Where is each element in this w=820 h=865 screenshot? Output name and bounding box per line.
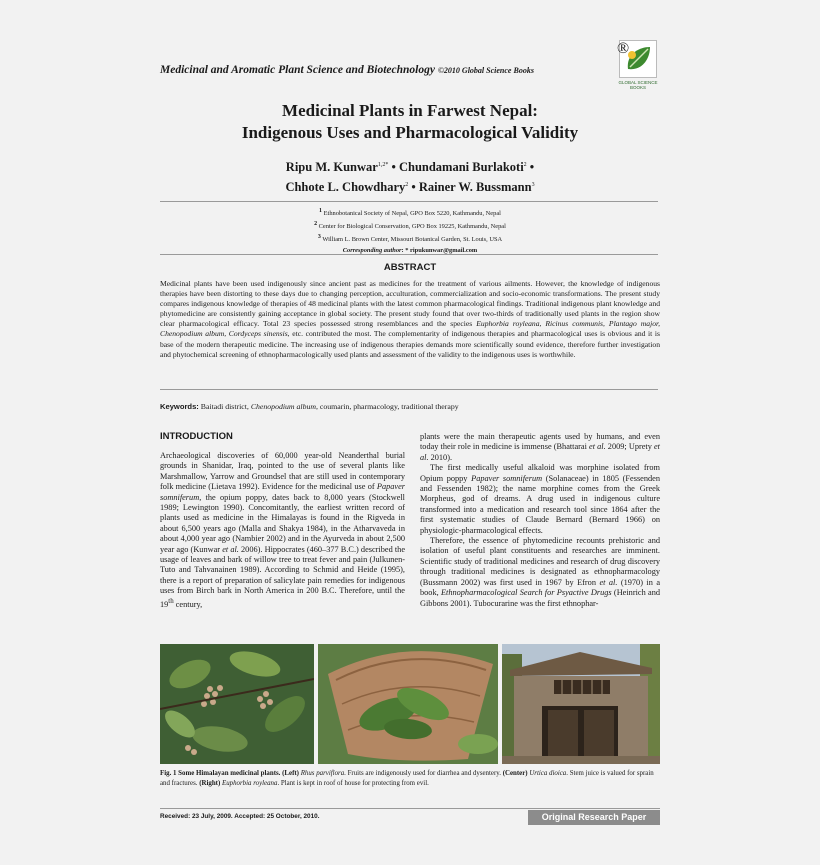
abstract-heading: ABSTRACT <box>383 262 437 273</box>
affiliation-text: William L. Brown Center, Missouri Botanical Garden, St. Louis, USA <box>322 236 503 244</box>
abstract-body <box>160 279 660 360</box>
paragraph <box>420 536 660 609</box>
affiliation-text: Ethnobotanical Society of Nepal, GPO Box 5220, Kathmandu, Nepal <box>323 210 501 218</box>
body-text: Papaver somniferum <box>160 482 405 502</box>
body-text: (Heinrich and Gibbons 2001). Tubocurarine was the first ethnophar- <box>420 588 660 608</box>
body-text: 2006). Hippocrates (460–377 B.C.) described the usage of leaves and bark of willow tree to treat fever and pain (Julkunen-Tuto and Tahvanainen 1989). According to Schmid and Heide (1995), there is a report of preparation of salicylate pain remedies for indigenous uses from Birch bark in North America in 200 B.C. Therefore, until the 19 <box>160 544 406 609</box>
body-text: The first medically useful alkaloid was morphine isolated from Opium poppy <box>420 463 660 483</box>
paragraph <box>420 432 660 463</box>
divider <box>160 389 658 390</box>
keyword-text: Baitadi district, <box>198 402 251 411</box>
body-text: Ethnopharmacological Search for Psyactive Drugs <box>440 588 612 598</box>
keywords <box>160 402 660 411</box>
author-list <box>160 156 660 196</box>
figure-caption <box>160 769 660 789</box>
registered-mark: ® <box>617 40 630 57</box>
journal-name: Medicinal and Aromatic Plant Science and Biotechnology <box>160 64 435 76</box>
body-text: , the opium poppy, dates back to 8,000 years (Stockwell 1989; Lewington 1990). Concomitantly, the earliest written record of plants used as medicine in the Himalayas is found in the Rigveda in about 6,500 years ago (Malla and Shakya 1984), in the Atharvaveda in about 4,000 year ago (Nambier 2002) and in the Ayurveda in about 2,500 year ago (Kunwar <box>160 492 405 554</box>
divider <box>160 201 658 202</box>
body-text: et al. <box>420 442 660 462</box>
author-name: Ripu M. Kunwar <box>285 160 378 175</box>
affiliation-number: 2 <box>314 221 318 228</box>
received-dates: Received: 23 July, 2009. Accepted: 25 October, 2010. <box>160 813 320 820</box>
caption-text: . Plant is kept in roof of house for protecting from evil. <box>277 780 429 787</box>
caption-text: . Fruits are indigenously used for diarrhea and dysentery. <box>344 770 503 777</box>
body-text: et al. <box>589 442 606 452</box>
plant-photo-left <box>160 644 314 764</box>
paragraph <box>420 463 660 536</box>
author-name: Chhote L. Chowdhary <box>285 180 406 195</box>
caption-text: (Right) <box>199 780 222 787</box>
author-superscript: 2 <box>405 182 409 189</box>
corresponding-label: Corresponding author <box>342 247 402 255</box>
body-text: plants were the main therapeutic agents used by humans, and even today their role in medicine is immense (Bhattarai <box>420 432 660 452</box>
author-superscript: 1,2* <box>377 162 389 168</box>
abstract-text: Medicinal plants have been used indigenously since ancient past as medicines for the treatment of various ailments. However, the knowledge of indigenous therapies have been distorting to these days due to changing perception, acculturation, commercialization and socio-economic transformations. The present study compares indigenous knowledge of therapies of 48 medicinal plants with the latest common pharmacological findings. Traditional indigenous plant knowledge and phytomedicine are consistently gaining acceptance in global society. The present study found that over two-thirds of traditionally used plants in the region show clear pharmacological efficacy. Total 23 species possessed strong resemblances and the species <box>160 279 660 329</box>
abstract-species: Euphorbia royleana, Ricinus communis, Plantago major, Chenopodium album, Cordyceps sinensis, <box>160 319 660 339</box>
footer-divider <box>160 808 660 809</box>
logo-text-line2: BOOKS <box>629 85 646 90</box>
affiliation-2 <box>160 219 660 232</box>
author-separator: • <box>388 160 399 175</box>
affiliation-number: 1 <box>319 208 323 214</box>
author-superscript: 3 <box>531 182 535 189</box>
keywords-label: Keywords: <box>160 402 199 411</box>
copyright: ©2010 Global Science Books <box>437 66 534 75</box>
author-separator: • <box>526 160 535 175</box>
logo-text-line1: GLOBAL SCIENCE <box>618 80 658 85</box>
affiliation-text: Center for Biological Conservation, GPO Box 19225, Kathmandu, Nepal <box>318 223 506 231</box>
article-type-badge: Original Research Paper <box>528 810 660 825</box>
body-text: Therefore, the essence of phytomedicine recounts prehistoric and isolation of useful plant constituents and researches are imminent. Scientific study of traditional medicines and research of drug discovery through traditional medicines is designated as ethnopharmacology (Bussmann 2002) was first used in 1967 by Efron <box>420 536 660 587</box>
body-text: et al. <box>222 544 239 554</box>
journal-header <box>160 64 534 76</box>
body-text: et al. <box>599 577 618 587</box>
right-column <box>420 432 660 609</box>
body-text: (1970) in a book, <box>420 577 661 598</box>
caption-text: Urtica dioica <box>529 770 567 777</box>
author-separator: • <box>408 180 419 195</box>
keyword-text: Chenopodium album <box>250 402 317 411</box>
authors-line-2 <box>160 176 660 196</box>
body-text: century, <box>173 599 203 609</box>
photo-rhus-parviflora <box>160 644 314 764</box>
photo-euphorbia-royleana <box>502 644 660 764</box>
caption-text: Euphorbia royleana <box>222 780 278 787</box>
affiliation-number: 3 <box>317 234 321 241</box>
introduction-heading: INTRODUCTION <box>160 431 233 442</box>
divider <box>160 254 658 255</box>
authors-line-1 <box>160 156 660 176</box>
affiliations <box>160 206 660 256</box>
caption-text: (Left) <box>280 770 301 777</box>
caption-text: (Center) <box>502 770 530 777</box>
body-text: (Solanaceae) in 1805 (Fessenden and Fessenden 1982); the name morphine comes from the Greek Morpheus, god of dreams. A drug used in indigenous culture transformed into a medication and research tool since 1864 after the first systematic studies of Claude Bernard (Bernard 1966) on physiologic-pharmacological effects. <box>420 473 660 535</box>
paper-title <box>160 100 660 144</box>
caption-title: Fig. 1 Some Himalayan medicinal plants. <box>160 770 281 777</box>
photo-urtica-dioica <box>318 644 498 764</box>
body-text: 2009; Uprety <box>605 442 654 452</box>
caption-text: . Stem juice is valued for sprain and fractures. <box>160 770 654 787</box>
corresponding-email[interactable]: : * ripukunwar@gmail.com <box>401 247 478 255</box>
caption-text: Rhus parviflora <box>300 770 345 777</box>
keyword-text: , coumarin, pharmacology, traditional therapy <box>316 402 459 411</box>
title-line-1: Medicinal Plants in Farwest Nepal: <box>282 101 538 120</box>
house-photo-right <box>502 644 660 764</box>
body-superscript: th <box>168 597 174 605</box>
author-name: Rainer W. Bussmann <box>418 180 532 195</box>
abstract-text: etc. contributed the most. The complementarity of indigenous therapies and pharmacological uses is obvious and it is base of the modern therapeutic medicine. The increasing use of indigenous therapies demands more scientifically sound evidence, therefore further investigation and phytochemical screening of ethnopharmacologically used plants and assessment of the validity to the indigenous uses is worthwhile. <box>160 329 660 359</box>
author-name: Chundamani Burlakoti <box>398 160 524 175</box>
title-line-2: Indigenous Uses and Pharmacological Validity <box>241 123 579 142</box>
left-column <box>160 451 405 610</box>
author-superscript: 2 <box>523 162 527 168</box>
plant-photo-center <box>318 644 498 764</box>
logo-text <box>617 80 659 90</box>
affiliation-3 <box>160 232 660 245</box>
body-text: Archaeological discoveries of 60,000 year-old Neanderthal burial grounds in Shanidar, Iraq, pointed to the use of several plants like Marshmallow, Yarrow and Groundsel that are still used in contemporary folk medicine (Lietava 1992). Evidence for the medicinal use of <box>160 451 405 492</box>
body-text: Papaver somniferum <box>471 473 543 483</box>
body-text: 2010). <box>428 452 453 462</box>
affiliation-1 <box>160 206 660 219</box>
